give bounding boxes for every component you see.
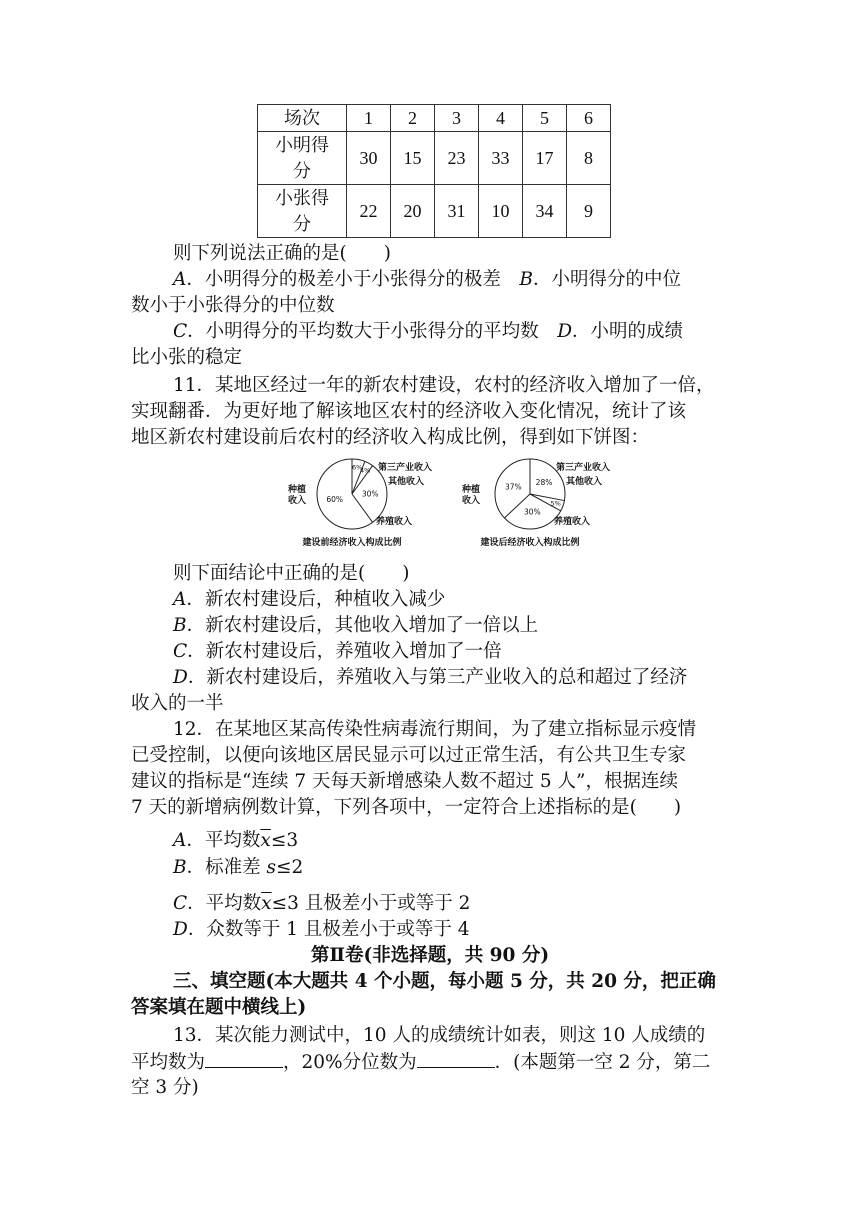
q11-option-d [173, 665, 860, 691]
section-3-heading-line-2: 答案填在题中横线上) [131, 997, 307, 1018]
q11-option-b-text: ．新农村建设后，其他收入增加了一倍以上 [186, 615, 539, 636]
q12-option-c-post: ≤3 且极差小于或等于 2 [271, 893, 471, 914]
q12-option-b-post: ≤2 [276, 857, 304, 878]
score-table [257, 104, 611, 238]
table-header-label: 场次 [258, 105, 347, 132]
q13-line2-mid: ，20%分位数为 [283, 1052, 417, 1073]
pie-label-planting: 种植 [462, 485, 481, 495]
q12-option-c-letter: C [173, 893, 188, 914]
q12-stem-line-1: 12．在某地区某高传染性病毒流行期间，为了建立指标显示疫情 [173, 719, 697, 740]
pie-value-label: 30% [361, 489, 379, 499]
pie-value-label: 37% [504, 482, 522, 492]
q13-stem-line-2 [131, 1049, 860, 1076]
table-cell: 23 [435, 132, 479, 185]
q12-option-c [173, 891, 860, 917]
q11-prompt: 则下面结论中正确的是( ) [173, 563, 410, 584]
q12-stem-line-4: 7 天的新增病例数计算，下列各项中，一定符合上述指标的是( ) [131, 797, 682, 818]
pie-label-other: 其他收入 [566, 477, 603, 487]
q11-option-b-letter: B [173, 615, 187, 636]
q11-option-c-letter: C [173, 641, 188, 662]
q11-stem-line-2: 实现翻番．为更好地了解该地区农村的经济收入变化情况，统计了该 [131, 401, 687, 422]
pie-charts-figure [270, 452, 630, 556]
table-cell: 30 [347, 132, 391, 185]
table-game-5: 5 [523, 105, 567, 132]
pie-label-breeding: 养殖收入 [554, 517, 591, 527]
q12-mean-symbol: $\overline{x}$ [261, 893, 272, 914]
table-cell: 20 [391, 185, 435, 238]
table-game-4: 4 [479, 105, 523, 132]
table-row [258, 185, 611, 238]
q11-option-a-letter: A [173, 589, 187, 610]
table-header-row [258, 105, 611, 132]
pie-label-tertiary: 第三产业收入 [556, 463, 611, 473]
q12-option-d-letter: D [173, 919, 188, 940]
q10-option-c-d [173, 319, 860, 345]
part-2-heading: 第Ⅱ卷(非选择题，共 90 分) [310, 945, 550, 966]
q10-option-b-letter: B [519, 269, 534, 290]
q12-option-a-letter: A [173, 830, 187, 851]
q10-option-b-cont: 数小于小张得分的中位数 [131, 295, 335, 316]
table-row [258, 132, 611, 185]
pie-value-label: 5% [550, 499, 561, 508]
q10-option-a-text: ．小明得分的极差小于小张得分的极差 [186, 269, 501, 290]
q10-option-d-text: ．小明的成绩 [572, 321, 684, 342]
table-game-1: 1 [347, 105, 391, 132]
pie-label-planting: 种植 [288, 485, 307, 495]
q12-option-d-text: ．众数等于 1 且极差小于或等于 4 [187, 919, 470, 940]
table-cell: 9 [567, 185, 611, 238]
q12-option-a [173, 828, 860, 854]
q12-option-b [173, 855, 860, 881]
q12-mean-symbol: $\overline{x}$ [260, 830, 271, 851]
q10-option-c-text: ．小明得分的平均数大于小张得分的平均数 [187, 321, 539, 342]
q13-stem-line-1: 13．某次能力测试中，10 人的成绩统计如表，则这 10 人成绩的 [173, 1025, 706, 1046]
q11-option-d-text: ．新农村建设后，养殖收入与第三产业收入的总和超过了经济 [187, 667, 688, 688]
q10-prompt: 则下列说法正确的是( ) [173, 243, 391, 264]
q11-option-c-text: ．新农村建设后，养殖收入增加了一倍 [187, 641, 502, 662]
q11-option-a [173, 587, 860, 613]
pie-label-tertiary: 第三产业收入 [378, 463, 433, 473]
q10-option-c-letter: C [173, 321, 188, 342]
pie-label-planting: 收入 [288, 496, 307, 506]
pie-value-label: 30% [523, 507, 541, 517]
q12-option-c-pre: ．平均数 [187, 893, 262, 914]
pie-value-label: 28% [535, 477, 553, 487]
q10-option-a-letter: A [173, 269, 187, 290]
pie-label-other: 其他收入 [388, 477, 425, 487]
q10-option-b-text: ．小明得分的中位 [533, 269, 682, 290]
pie-chart-title: 建设后经济收入构成比例 [480, 538, 580, 548]
q12-std-symbol: s [266, 857, 276, 878]
q11-stem-line-1: 11．某地区经过一年的新农村建设，农村的经济收入增加了一倍， [173, 375, 715, 396]
q13-answer-blank-2[interactable] [417, 1049, 495, 1068]
table-game-3: 3 [435, 105, 479, 132]
q11-option-c [173, 639, 860, 665]
q12-option-a-post: ≤3 [270, 830, 299, 851]
q10-option-d-letter: D [557, 321, 573, 342]
q12-option-d [173, 917, 860, 943]
pie-label-planting: 收入 [462, 496, 481, 506]
pie-value-label: 4% [359, 466, 371, 475]
q12-option-b-letter: B [173, 857, 187, 878]
table-cell: 10 [479, 185, 523, 238]
pie-value-label: 6% [351, 463, 363, 472]
table-row-label: 小张得分 [258, 185, 347, 238]
q12-stem-line-2: 已受控制，以便向该地区居民显示可以过正常生活，有公共卫生专家 [131, 745, 687, 766]
pie-chart-title: 建设前经济收入构成比例 [302, 538, 402, 548]
table-cell: 34 [523, 185, 567, 238]
q11-option-d-cont: 收入的一半 [131, 693, 224, 714]
q10-option-a-b [173, 267, 860, 293]
table-game-2: 2 [391, 105, 435, 132]
q11-option-a-text: ．新农村建设后，种植收入减少 [186, 589, 446, 610]
q11-option-b [173, 613, 860, 639]
section-3-heading-line-1: 三、填空题(本大题共 4 个小题，每小题 5 分，共 20 分，把正确 [173, 971, 716, 992]
table-cell: 8 [567, 132, 611, 185]
table-cell: 33 [479, 132, 523, 185]
pie-label-breeding: 养殖收入 [376, 517, 413, 527]
q12-option-b-pre: ．标准差 [186, 857, 267, 878]
table-cell: 22 [347, 185, 391, 238]
q11-stem-line-3: 地区新农村建设前后农村的经济收入构成比例，得到如下饼图： [131, 427, 650, 448]
q13-answer-blank-1[interactable] [205, 1049, 283, 1068]
q10-option-d-cont: 比小张的稳定 [131, 347, 243, 368]
table-cell: 17 [523, 132, 567, 185]
q12-stem-line-3: 建议的指标是“连续 7 天每天新增感染人数不超过 5 人”，根据连续 [131, 771, 678, 792]
table-cell: 31 [435, 185, 479, 238]
table-cell: 15 [391, 132, 435, 185]
q12-option-a-pre: ．平均数 [186, 830, 261, 851]
q13-line2-post: ．(本题第一空 2 分，第二 [494, 1052, 711, 1073]
q13-line2-pre: 平均数为 [131, 1052, 206, 1073]
table-row-label: 小明得分 [258, 132, 347, 185]
q11-option-d-letter: D [173, 667, 188, 688]
q13-stem-line-3: 空 3 分) [131, 1077, 199, 1098]
pie-value-label: 60% [326, 495, 344, 505]
table-game-6: 6 [567, 105, 611, 132]
